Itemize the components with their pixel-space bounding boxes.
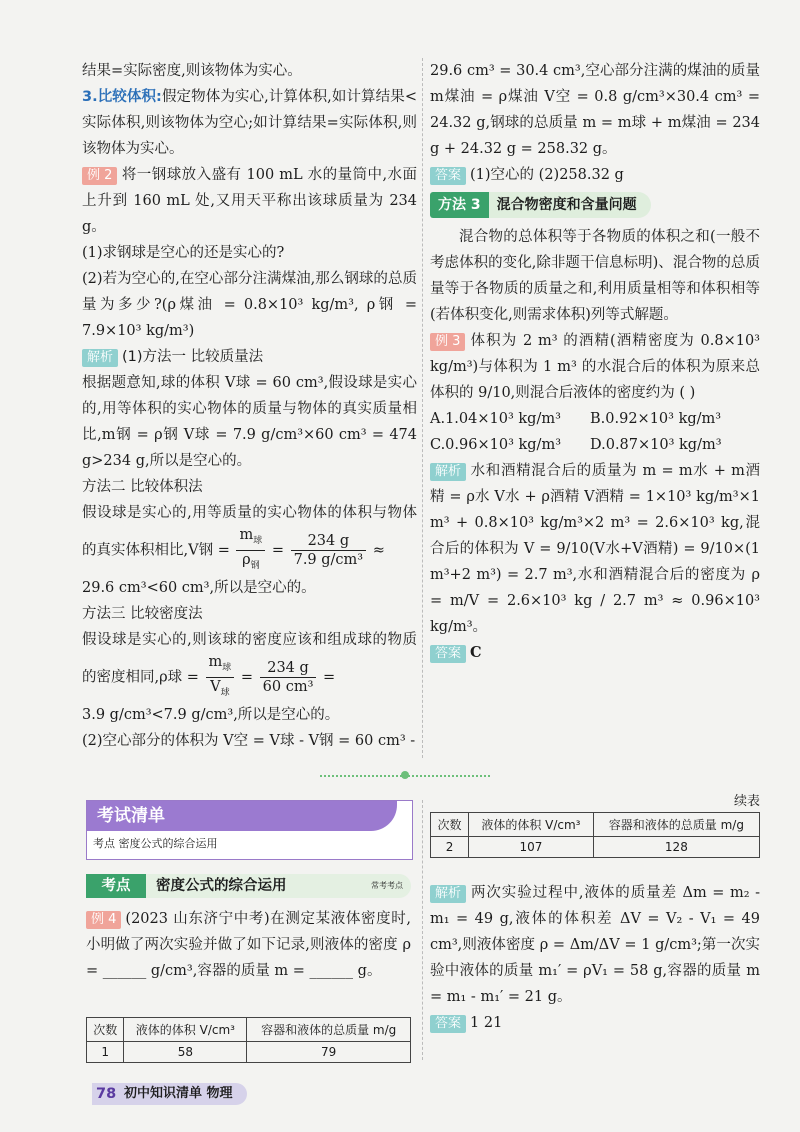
solution-text: 29.6 cm³ = 30.4 cm³,空心部分注满的煤油的质量 m煤油 = ρ煤油 V空 = 0.8 g/cm³×30.4 cm³ = 24.32 g,钢球的总质量 m = m球 + m煤油 = 234 g + 24.32 g = 258.32 g。 <box>430 63 760 157</box>
left-column <box>82 58 417 754</box>
example-tag: 例 2 <box>82 167 117 185</box>
data-table <box>430 812 760 858</box>
option-b: B.0.92×10³ kg/m³ <box>590 411 722 427</box>
option-c: C.0.96×10³ kg/m³ <box>430 437 562 453</box>
page-footer <box>92 1083 247 1105</box>
exam-list-title: 考试清单 <box>87 801 397 831</box>
paragraph: 混合物的总体积等于各物质的体积之和(一般不考虑体积的变化,除非题干信息标明)、混合物的总质量等于各物质的质量之和,利用质量相等和体积相等(若体积变化,则需求体积)列等式解题。 <box>430 229 760 323</box>
fraction: $\frac{m_球}{\rho_钢}$ <box>236 526 265 575</box>
solution-line: 解析 (1)方法一 比较质量法 <box>82 344 417 370</box>
option-a: A.1.04×10³ kg/m³ <box>430 411 561 427</box>
table-header-row: 次数 液体的体积 V/cm³ 容器和液体的总质量 m/g <box>87 1018 411 1042</box>
continued-table-block <box>430 792 760 858</box>
fraction: $\frac{m_球}{V_球}$ <box>206 653 235 702</box>
key-point-header <box>86 874 411 898</box>
example-4 <box>86 906 411 984</box>
analysis: 解析 水和酒精混合后的质量为 m = m水 + m酒精 = ρ水 V水 + ρ酒精 V酒精 = 1×10³ kg/m³×1 m³ + 0.8×10³ kg/m³×2 m³ = 2.6×10³ kg,混合后的体积为 V = 9/10(V水+V酒精) = 9/10×(1 m³+2 m³) = 2.7 m³,水和酒精混合后的密度为 ρ = m/V = 2.6×10³ kg / 2.7 m³ ≈ 0.96×10³ kg/m³。 <box>430 463 760 635</box>
example-2: 例 2 将一钢球放入盛有 100 mL 水的量筒中,水面上升到 160 mL 处,又用天平称出该球质量为 234 g。 <box>82 167 417 235</box>
example-tag: 例 3 <box>430 333 465 351</box>
answer-tag: 答案 <box>430 1015 466 1033</box>
exam-list-box <box>86 800 413 860</box>
example-text: (2023 山东济宁中考)在测定某液体密度时,小明做了两次实验并做了如下记录,则液体的密度 ρ = ______ g/cm³,容器的质量 m = ______ g。 <box>86 911 411 979</box>
column-rule <box>422 58 423 758</box>
table-row: 2 107 128 <box>431 837 760 858</box>
analysis-tag: 解析 <box>430 885 466 903</box>
table-header-row: 次数 液体的体积 V/cm³ 容器和液体的总质量 m/g <box>431 813 760 837</box>
question: (1)求钢球是空心的还是实心的? <box>82 245 285 261</box>
analysis-tag: 解析 <box>82 349 118 367</box>
method-heading: 方法二 比较体积法 <box>82 479 203 495</box>
method-heading: 方法三 比较密度法 <box>82 605 203 622</box>
divider-dot <box>401 771 409 779</box>
answer: 答案 (1)空心的 (2)258.32 g <box>430 162 760 188</box>
page-number: 78 <box>96 1086 117 1102</box>
column-rule <box>422 800 423 1060</box>
analysis-tag: 解析 <box>430 463 466 481</box>
key-point-label: 考点 <box>86 874 146 898</box>
solution-text: 假设球是实心的,则该球的密度应该和组成球的物质的密度相同,ρ球 = $\frac{m_球}{V_球}$ = $\frac{234 g}{\text{60 cm³}}$ = <box>82 627 417 702</box>
key-point-note: 常考考点 <box>371 881 403 890</box>
solution-text: 29.6 cm³<60 cm³,所以是空心的。 <box>82 579 316 596</box>
question: (2)若为空心的,在空心部分注满煤油,那么钢球的总质量为多少?(ρ煤油 = 0.8×10³ kg/m³, ρ钢 = 7.9×10³ kg/m³) <box>82 271 417 339</box>
options <box>430 406 760 458</box>
paragraph: 3.比较体积:假定物体为实心,计算体积,如计算结果<实际体积,则该物体为空心;如计算结果=实际体积,则该物体为实心。 <box>82 89 417 157</box>
solution-text: 3.9 g/cm³<7.9 g/cm³,所以是空心的。 <box>82 706 340 723</box>
key-point-title: 密度公式的综合运用 <box>156 878 287 894</box>
right-column <box>430 58 760 666</box>
fraction: $\frac{234 g}{\text{60 cm³}}$ <box>260 659 317 696</box>
table-row: 1 58 79 <box>87 1042 411 1063</box>
method-3-header <box>430 192 760 218</box>
answer: 答案 C <box>430 640 760 666</box>
method-label: 方法 3 <box>430 192 489 218</box>
option-d: D.0.87×10³ kg/m³ <box>590 437 722 453</box>
example-tag: 例 4 <box>86 911 121 929</box>
answer-tag: 答案 <box>430 167 466 185</box>
continued-label: 续表 <box>733 794 760 809</box>
solution-text: 假设球是实心的,用等质量的实心物体的体积与物体的真实体积相比,V钢 = $\frac{m_球}{\rho_钢}$ = $\frac{234 g}{\text{7.9 g/cm³}}$ ≈ <box>82 500 417 575</box>
solution-text: 根据题意知,球的体积 V球 = 60 cm³,假设球是实心的,用等体积的实心物体的质量与物体的真实质量相比,m钢 = ρ钢 V球 = 7.9 g/cm³×60 cm³ = 474 g>234 g,所以是空心的。 <box>82 375 417 469</box>
answer-tag: 答案 <box>430 645 466 663</box>
fraction: $\frac{234 g}{\text{7.9 g/cm³}}$ <box>291 532 367 569</box>
data-table <box>86 1017 411 1063</box>
method-title: 混合物密度和含量问题 <box>489 192 651 218</box>
answer: 答案 1 21 <box>430 1010 760 1036</box>
exam-list-subtitle: 考点 密度公式的综合运用 <box>93 837 218 850</box>
analysis-4: 解析 两次实验过程中,液体的质量差 Δm = m₂ - m₁ = 49 g,液体的体积差 ΔV = V₂ - V₁ = 49 cm³,则液体密度 ρ = Δm/ΔV = 1 g/cm³;第一次实验中液体的质量 m₁′ = ρV₁ = 58 g,容器的质量 m = m₁ - m₁′ = 21 g。 答案 1 21 <box>430 880 760 1036</box>
example-3: 例 3 体积为 2 m³ 的酒精(酒精密度为 0.8×10³ kg/m³)与体积为 1 m³ 的水混合后的体积为原来总体积的 9/10,则混合后液体的密度约为 ( ) <box>430 333 760 401</box>
solution-text: (2)空心部分的体积为 V空 = V球 - V钢 = 60 cm³ - <box>82 732 416 749</box>
book-title: 初中知识清单 物理 <box>124 1086 233 1101</box>
paragraph: 结果=实际密度,则该物体为实心。 <box>82 63 302 79</box>
